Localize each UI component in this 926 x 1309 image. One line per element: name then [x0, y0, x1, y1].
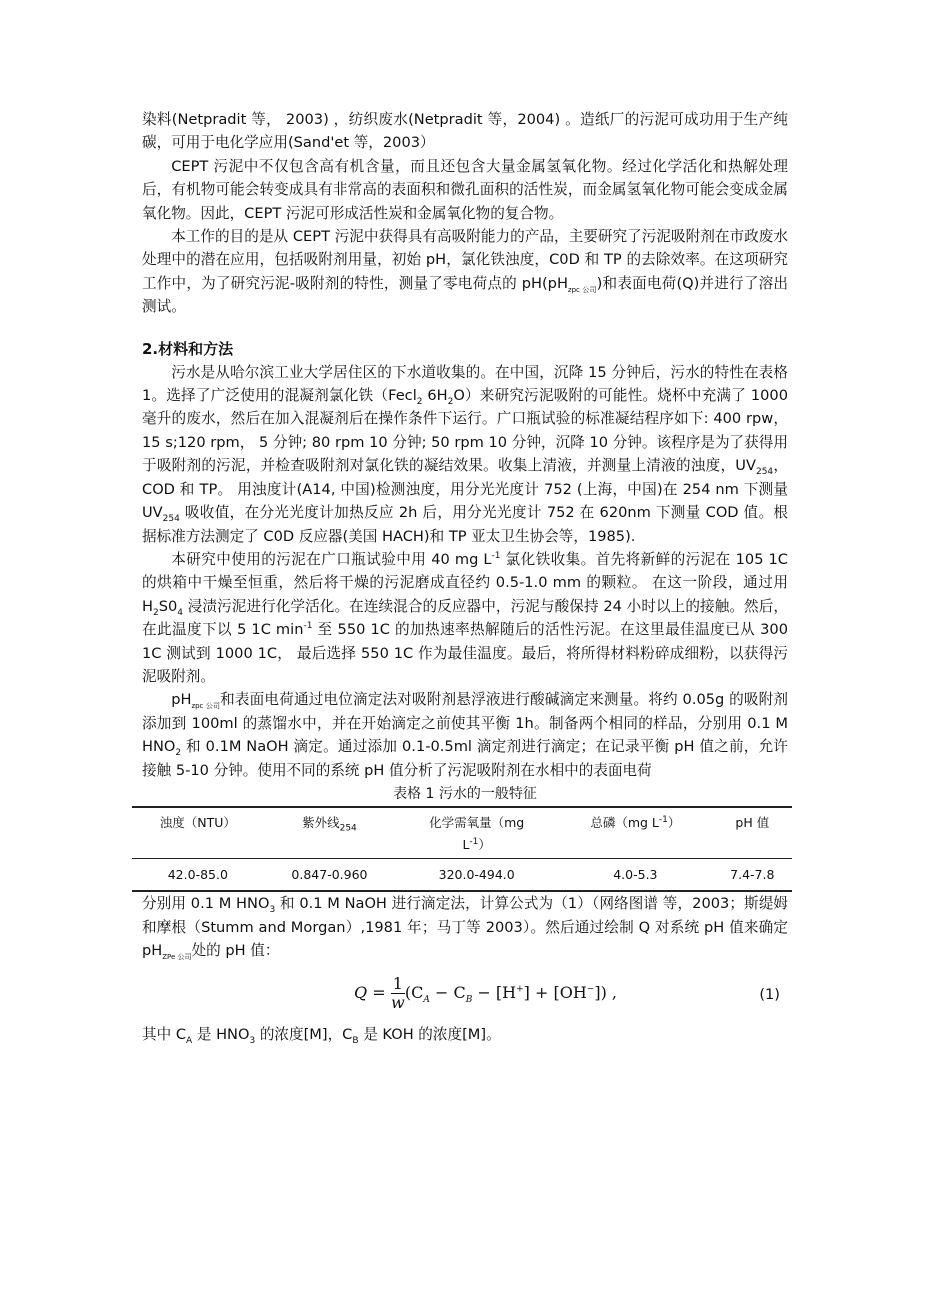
paragraph-1: 染料(Netpradit 等， 2003) ，纺织废水(Netpradit 等，2004) 。造纸厂的污泥可成功用于生产纯碳，可用于电化学应用(Sand'et 等，2003） [142, 111, 788, 152]
paragraph-3: 本工作的目的是从 CEPT 污泥中获得具有高吸附能力的产品，主要研究了污泥吸附剂在市政废水处理中的潜在应用，包括吸附剂用量，初始 pH，氯化铁浊度，C0D 和 TP 的去除效率。在这项研究工作中，为了研究污泥-吸附剂的特性，测量了零电荷点的 $pH(pH_{zpc 公司})$和表面电荷(Q)并进行了溶出测试。 [142, 228, 788, 316]
wastewater-table [132, 806, 792, 892]
paragraph-6: $pH_{zpc 公司}$和表面电荷通过电位滴定法对吸附剂悬浮液进行酸碱滴定来测量。将约 0.05g 的吸附剂添加到 100ml 的蒸馏水中，并在开始滴定之前使其平衡 1h。制备两个相同的样品，分别用 0.1 M $HNO_2$ 和 0.1M NaOH 滴定。通过添加 0.1-0.5ml 滴定剂进行滴定；在记录平衡 pH 值之前，允许接触 5-10 分钟。使用不同的系统 pH 值分析了污泥吸附剂在水相中的表面电荷 [142, 691, 788, 779]
equation-1 [142, 969, 788, 1021]
header-ph: pH 值 [735, 814, 770, 830]
paragraph-2: CEPT 污泥中不仅包含高有机含量，而且还包含大量金属氢氧化物。经过化学活化和热解处理后，有机物可能会转变成具有非常高的表面积和微孔面积的活性炭，而金属氢氧化物可能会变成金属氧化物。因此，CEPT 污泥可形成活性炭和金属氧化物的复合物。 [142, 157, 788, 222]
equation-fraction: $\frac{1}{w}$ [390, 973, 405, 1012]
paragraph-7: 分别用 0.1 M $HNO_3$ 和 0.1 M NaOH 进行滴定法，计算公式为（1）（网络图谱 等，2003；斯缇姆和摩根（Stumm and Morgan）,1981 年；马丁等 2003）。然后通过绘制 Q 对系统 pH 值来确定 $pH_{ZPe 公司}$处的 pH 值： [142, 895, 788, 962]
cell-uv: 0.847-0.960 [291, 866, 368, 882]
cell-tp: 4.0-5.3 [613, 866, 658, 882]
document-page [142, 108, 788, 1046]
table-title: 表格 1 污水的一般特征 [393, 785, 537, 802]
cell-cod: 320.0-494.0 [438, 866, 515, 882]
paragraph-4: 污水是从哈尔滨工业大学居住区的下水道收集的。在中国，沉降 15 分钟后，污水的特性在表格 1。选择了广泛使用的混凝剂氯化铁（Fecl$_2$ $6H_2O$）来研究污泥吸附的可能性。烧杯中充满了 1000 毫升的废水，然后在加入混凝剂后在操作条件下运行。广口瓶试验的标准凝结程序如下: 400 rpw，15 s;120 rpm， 5 分钟; 80 rpm 10 分钟; 50 rpm 10 分钟，沉降 10 分钟。该程序是为了获得用于吸附剂的污泥，并检查吸附剂对氯化铁的凝结效果。收集上清液，并测量上清液的浊度，$UV_{254}$， COD 和 TP。 用浊度计(A14, 中国)检测浊度，用分光光度计 752 (上海，中国)在 254 nm 下测量 $UV_{254}$ 吸收值，在分光光度计加热反应 2h 后，用分光光度计 752 在 620nm 下测量 COD 值。根据标准方法测定了 C0D 反应器(美国 HACH)和 TP 亚太卫生协会等，1985). [142, 363, 788, 545]
paragraph-8: 其中 $C_A$ 是 $HNO_3$ 的浓度[M]，$C_B$ 是 KOH 的浓度[M]。 [142, 1025, 501, 1046]
equation-number: (1) [759, 985, 780, 1003]
header-turbidity: 浊度（NTU） [159, 814, 236, 830]
cell-ph: 7.4-7.8 [730, 866, 775, 882]
section-heading: 2.材料和方法 [142, 339, 234, 358]
header-cod: 化学需氧量（mg $L^{-1}$） [429, 814, 525, 852]
table-row [132, 858, 792, 891]
header-uv: 紫外线$_{254}$ [302, 814, 357, 834]
cell-turbidity: 42.0-85.0 [167, 866, 228, 882]
header-tp: 总磷（mg $L^{-1}$） [590, 814, 681, 830]
paragraph-5: 本研究中使用的污泥在广口瓶试验中用 40 mg $L^{-1}$ 氯化铁收集。首先将新鲜的污泥在 105 1C 的烘箱中干燥至恒重，然后将干燥的污泥磨成直径约 0.5-1.0 mm 的颗粒。 在这一阶段，通过用 $H_2S0_4$ 浸渍污泥进行化学活化。在连续混合的反应器中，污泥与酸保持 24 小时以上的接触。然后，在此温度下以 5 1C $\min^{-1}$ 至 550 1C 的加热速率热解随后的活性污泥。在这里最佳温度已从 300 1C 测试到 1000 1C， 最后选择 550 1C 作为最佳温度。最后，将所得材料粉碎成细粉，以获得污泥吸附剂。 [142, 550, 788, 685]
equation-expression: Q = $\frac{1}{w}$ $(C_A - C_B - [H^+] + [OH^-])$ , [354, 973, 617, 1012]
